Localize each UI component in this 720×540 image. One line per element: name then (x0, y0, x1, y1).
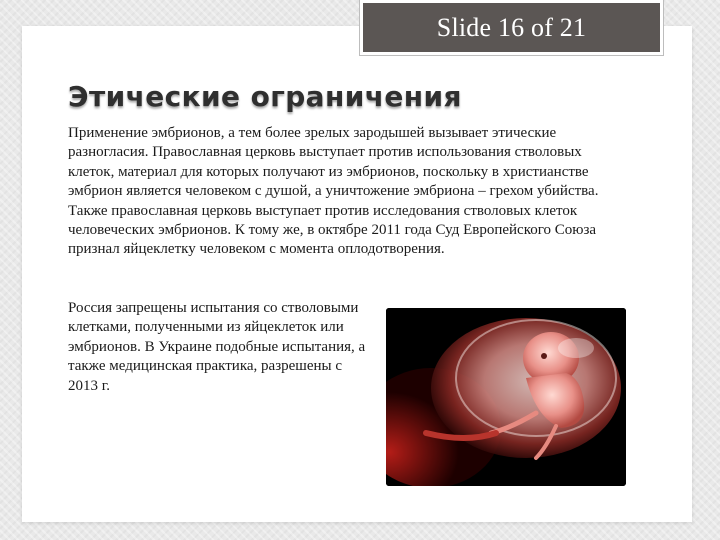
slide-counter: Slide 16 of 21 (436, 12, 587, 42)
main-paragraph: Применение эмбрионов, а тем более зрелых зародышей вызывает этические разногласия. Православная церковь выступает против использования стволовых клеток, материал для которых получают из эмбрионов, поскольку в христианстве эмбрион является человеком с душой, а уничтожение эмбриона – грехом убийства. Также православная церковь выступает против исследования стволовых клеток человеческих эмбрионов. К тому же, в октябре 2011 года Суд Европейского Союза признал яйцеклетку человеком с момента оплодотворения. (68, 125, 599, 258)
slide-title: Этические ограничения (68, 80, 462, 113)
embryo-illustration (386, 308, 626, 486)
slide-counter-badge (360, 0, 663, 55)
embryo-image (386, 308, 626, 486)
side-paragraph: Россия запрещены испытания со стволовыми клетками, полученными из яйцеклеток или эмбрионов. В Украине подобные испытания, а также медицинская практика, разрешены с 2013 г. (68, 300, 366, 394)
